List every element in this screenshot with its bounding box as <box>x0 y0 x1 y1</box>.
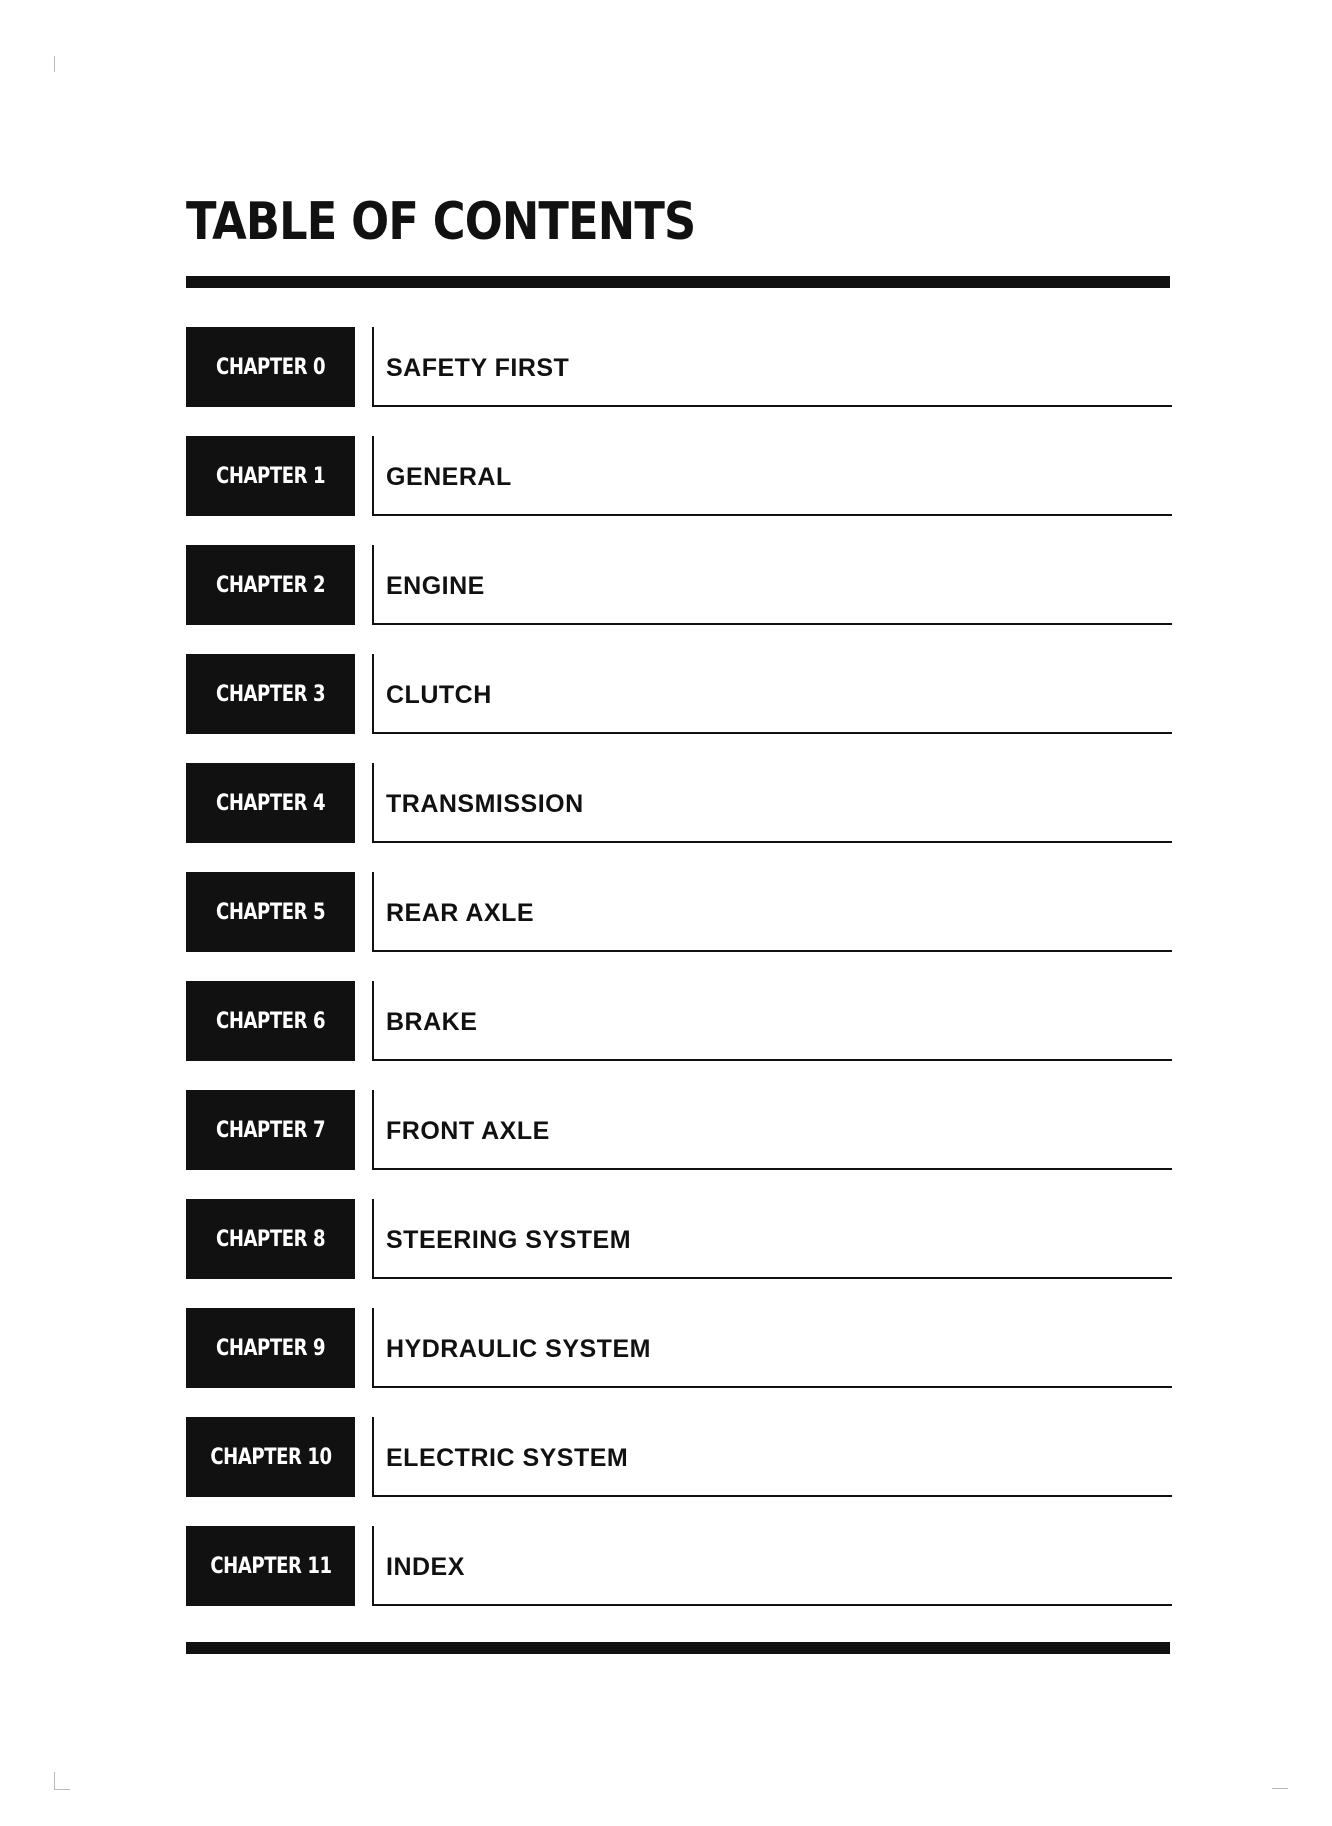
toc-list <box>186 327 1170 1635</box>
section-title: HYDRAULIC SYSTEM <box>386 1335 651 1363</box>
toc-entry-chapter-7[interactable] <box>186 1090 1170 1170</box>
chapter-label: CHAPTER 4 <box>215 790 326 816</box>
chapter-badge <box>186 1090 355 1170</box>
section-cell <box>372 545 1172 625</box>
chapter-label: CHAPTER 5 <box>215 899 326 925</box>
chapter-label: CHAPTER 11 <box>209 1553 332 1579</box>
toc-entry-chapter-6[interactable] <box>186 981 1170 1061</box>
section-title: TRANSMISSION <box>386 790 584 818</box>
section-cell <box>372 1526 1172 1606</box>
section-title: FRONT AXLE <box>386 1117 550 1145</box>
chapter-label: CHAPTER 9 <box>215 1335 326 1361</box>
chapter-label: CHAPTER 7 <box>215 1117 326 1143</box>
toc-entry-chapter-9[interactable] <box>186 1308 1170 1388</box>
toc-entry-chapter-2[interactable] <box>186 545 1170 625</box>
section-cell <box>372 436 1172 516</box>
section-cell <box>372 1199 1172 1279</box>
chapter-badge <box>186 1308 355 1388</box>
section-cell <box>372 872 1172 952</box>
crop-mark-bottom-left-vertical <box>54 1772 55 1790</box>
chapter-label: CHAPTER 8 <box>215 1226 326 1252</box>
toc-entry-chapter-5[interactable] <box>186 872 1170 952</box>
section-title: REAR AXLE <box>386 899 535 927</box>
section-title: CLUTCH <box>386 681 492 709</box>
crop-mark-bottom-right <box>1272 1788 1288 1789</box>
crop-mark-top-left <box>54 56 55 72</box>
section-title: SAFETY FIRST <box>386 354 570 382</box>
top-divider <box>186 276 1170 288</box>
chapter-badge <box>186 327 355 407</box>
toc-entry-chapter-0[interactable] <box>186 327 1170 407</box>
crop-mark-bottom-left-horizontal <box>54 1789 70 1790</box>
chapter-label: CHAPTER 0 <box>215 354 326 380</box>
chapter-badge <box>186 872 355 952</box>
section-title: STEERING SYSTEM <box>386 1226 632 1254</box>
section-title: BRAKE <box>386 1008 478 1036</box>
chapter-badge <box>186 763 355 843</box>
section-cell <box>372 327 1172 407</box>
section-cell <box>372 981 1172 1061</box>
section-cell <box>372 763 1172 843</box>
toc-entry-chapter-10[interactable] <box>186 1417 1170 1497</box>
section-title: GENERAL <box>386 463 512 491</box>
chapter-badge <box>186 545 355 625</box>
chapter-label: CHAPTER 2 <box>215 572 326 598</box>
section-cell <box>372 1308 1172 1388</box>
section-title: ENGINE <box>386 572 485 600</box>
chapter-badge <box>186 1526 355 1606</box>
toc-entry-chapter-8[interactable] <box>186 1199 1170 1279</box>
chapter-label: CHAPTER 3 <box>215 681 326 707</box>
page-title: TABLE OF CONTENTS <box>186 192 696 252</box>
toc-entry-chapter-1[interactable] <box>186 436 1170 516</box>
chapter-badge <box>186 981 355 1061</box>
toc-entry-chapter-4[interactable] <box>186 763 1170 843</box>
section-cell <box>372 1417 1172 1497</box>
section-cell <box>372 654 1172 734</box>
chapter-badge <box>186 654 355 734</box>
chapter-badge <box>186 1199 355 1279</box>
chapter-label: CHAPTER 6 <box>215 1008 326 1034</box>
section-title: ELECTRIC SYSTEM <box>386 1444 629 1472</box>
chapter-label: CHAPTER 1 <box>215 463 326 489</box>
toc-entry-chapter-3[interactable] <box>186 654 1170 734</box>
chapter-label: CHAPTER 10 <box>209 1444 332 1470</box>
toc-entry-chapter-11[interactable] <box>186 1526 1170 1606</box>
section-title: INDEX <box>386 1553 465 1581</box>
section-cell <box>372 1090 1172 1170</box>
chapter-badge <box>186 1417 355 1497</box>
chapter-badge <box>186 436 355 516</box>
bottom-divider <box>186 1642 1170 1654</box>
